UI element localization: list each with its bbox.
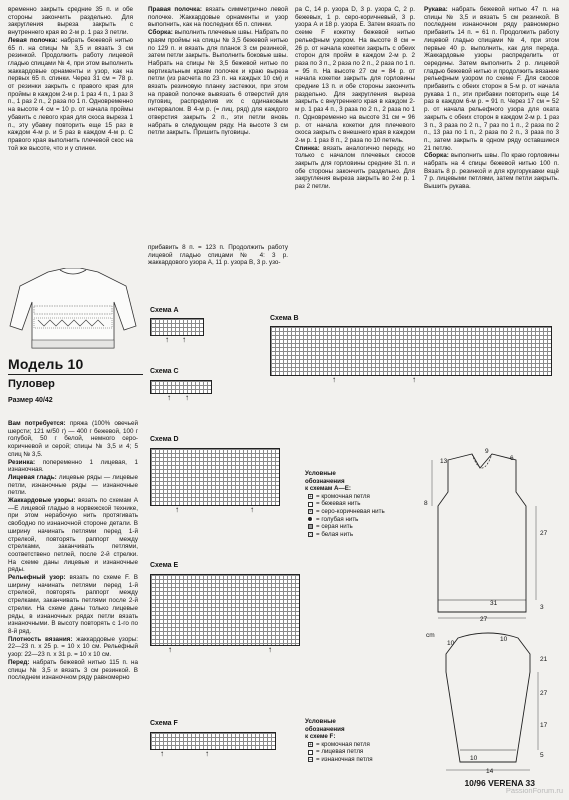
section-text: выполнить плечевые швы. Набрать по краям проймы на спицы № 3,5 бежевой нитью по 129 п. и вязать для планок 3 см резинкой, затем петли закрыть. Выполнить боковые швы. Набрать на спицы № 3,5 бежевой нитью по вертикальным краям полочек и краю выреза петли (из расчета по 23 п. на каждых 10 см) и вязать резиновую планку застежки, при этом на правой полочке вывязать 6 отверстий для пуговиц, распределив их с одинаковым интервалом. В 4-м р. (= лиц. ряд) для каждого отверстия закрыть 2 п., эти петли вновь набрать в следующем ряду. На высоте 3 см петли закрыть. Пришить пуговицы. <box>148 29 288 137</box>
section-label: Плотность вязания: <box>8 635 73 643</box>
legend-heading: к схемам А—Е: <box>305 485 351 493</box>
paragraph <box>424 6 559 152</box>
dimension-label: 9 <box>485 448 489 455</box>
paragraph <box>148 6 288 29</box>
section-text: пряжа (100% овечьей шерсти; 121 м/50 г) — 400 г бежевой, 100 г голубой, 50 г белой, немного серо-коричневой и серой; спицы № 3,5 и 4; 5 спиц № 3,5. <box>8 420 138 458</box>
paragraph <box>8 636 138 659</box>
legend-item: + = кромочная петля <box>309 492 370 501</box>
paragraph <box>8 497 138 574</box>
legend-item: = голубая нить <box>305 516 385 524</box>
arrow-up-icon: ↑ <box>165 335 169 344</box>
schema-f-grid <box>150 732 276 750</box>
arrow-up-icon: ↑ <box>332 375 336 384</box>
section-text: набрать бежевой нитью 47 п. на спицы № 3,5 и вязать 5 см резинкой. В последнем изнаночном ряду равномерно прибавить 14 п. = 61 п. Продолжить работу лицевой гладью спицами № 4, при этом первые 40 р. выполнить, как для переда. Жаккардовые узоры распределить от середины. Затем выполнить 2 р. лицевой гладью бежевой нитью и продолжить вязание рельефным узором по схеме F. Для скосов прибавить с обеих сторон в 5-м р. от начала рукава 1 п., эти прибавки повторить еще 14 раз в каждом 6-м р. = 91 п. Через 17 см = 52 р. от начала рельефного узора для оката закрыть с обеих сторон в каждом 2-м р. 1 раз 3 п., 3 раза по 2 п., 7 раз по 1 п., 2 раза по 2 п., 13 раз по 1 п., 2 раза по 2 п., 3 раза по 3 п., затем закрыть в одном ряду оставшиеся 21 петлю. <box>424 6 559 152</box>
section-text: вязать по схемам А—Е лицевой гладью в норвежской технике, при этом нерабочую нить протягивать свободно по изнаночной стороне детали. В ширину начинать петлями перед 1-й стрелкой, повторять раппорт между стрелками, заканчивать петлями, соответствено петлей, после 2-й стрелки. На схеме даны лицевые и изнаночные ряды. <box>8 497 138 574</box>
dimension-label: 5 <box>540 752 544 759</box>
dimension-label: 27 <box>540 690 548 697</box>
legend-item: + = кромочная петля <box>309 740 370 749</box>
section-label: Вам потребуется: <box>8 420 66 427</box>
schema-d-grid <box>150 448 280 506</box>
dimension-label: 21 <box>540 656 548 663</box>
schema-a-grid <box>150 318 204 336</box>
column-1-bottom <box>8 420 138 682</box>
arrow-up-icon: ↑ <box>205 749 209 758</box>
model-size: Размер 40/42 <box>8 397 53 404</box>
dimension-label: 14 <box>486 768 494 775</box>
gray-brown-yarn-icon: × <box>309 509 312 516</box>
dimension-label: 10 <box>500 636 508 643</box>
section-text: вязать по схеме F. В ширину начинать петлями перед 1-й стрелкой, повторять раппорт между стрелками, заканчивать петлями после 2-й стрелки. На схеме даны только лицевые ряды, в изнаночных рядах петли вязать изнаночными. В высоту повторять с 1-го по 8-й ряд. <box>8 574 138 635</box>
section-label: Спинка: <box>295 144 320 152</box>
section-text: выполнить швы. По краю горловины набрать на 4 спицы бежевой нитью 100 п. Вязать 8 р. резинкой и для кругорукавки ещё 7 р. лицевыми петлями, затем петли закрыть. Вышить рукава. <box>424 152 559 191</box>
sleeve-schematic <box>430 632 550 774</box>
legend-heading: к схеме F: <box>305 733 336 741</box>
legend-item: = серая нить <box>305 523 385 531</box>
legend-schemas-a-e <box>305 470 385 538</box>
dimension-label: 8 <box>424 500 428 507</box>
arrow-up-icon: ↑ <box>168 645 172 654</box>
watermark: PassionForum.ru <box>505 786 563 795</box>
arrow-up-icon: ↑ <box>175 505 179 514</box>
purl-stitch-icon: – <box>309 757 312 764</box>
selvedge-stitch-icon: + <box>309 494 312 501</box>
section-label: Лицевая гладь: <box>8 473 57 481</box>
model-title: Модель 10 <box>8 356 84 372</box>
legend-schema-f <box>305 718 373 764</box>
model-subtitle: Пуловер <box>8 378 55 390</box>
section-text: жаккардовые узоры: 22—23 п. х 25 р. = 10 х 10 см. Рельефный узор: 22—23 п. х 31 р. = 10 х 10 см. <box>8 635 139 659</box>
dimension-label: 10 <box>447 640 455 647</box>
section-text: набрать бежевой нитью 65 п. на спицы № 3,5 и вязать 3 см резинкой. Продолжить работу лицевой гладью спицами № 4, при этом выполнить жаккардовые орнаменты и узор, как на первых 65 п. спинки. Через 31 см = 78 р. от резинки закрыть с правого края для проймы в каждом 2-м р. 1 раз 4 п., 1 раз 3 п., 1 раз 2 п., 2 раза по 1 п. Одновременно на высоте 4 см = 10 р. от начала проймы убавить с левого края для скоса выреза 1 п., эту убавку повторить еще 15 раз в каждом 4-м р. и 5 раз в каждом 4-м р. С правого края выполнить плечевой скос на той же высоте, что и у спинки. <box>8 36 133 152</box>
legend-heading: Условные <box>305 718 336 725</box>
legend-item: = бежевая нить <box>305 500 385 508</box>
unit-label: cm <box>426 632 435 639</box>
blue-yarn-icon <box>308 517 313 522</box>
title-divider <box>8 374 143 375</box>
model-title-block <box>8 356 143 404</box>
section-label: Правая полочка: <box>148 6 202 13</box>
section-text: вязать аналогично переду, но только с началом плечевых скосов закрыть для горловины средние 31 п. и обе стороны закончить раздельно. Для закругления выреза закрыть во 2-м р. 1 раз 2 петли. <box>295 144 415 191</box>
column-4 <box>424 6 559 191</box>
schema-c-label: Схема С <box>150 368 179 375</box>
schema-b-grid <box>270 326 552 376</box>
section-label: Сборка: <box>424 152 449 160</box>
column-3 <box>295 6 415 191</box>
arrow-up-icon: ↑ <box>182 335 186 344</box>
arrow-up-icon: ↑ <box>250 505 254 514</box>
arrow-up-icon: ↑ <box>185 393 189 402</box>
legend-heading: Условные <box>305 470 336 477</box>
paragraph <box>295 145 415 191</box>
paragraph: прибавить 8 п. = 123 п. Продолжить работу лицевой гладью спицами № 4: 3 р. жаккардового узора А, 11 р. узора В, 3 р. узо- <box>148 244 288 267</box>
paragraph: ра С, 14 р. узора D, 3 р. узора С, 2 р. бежевых, 1 р. серо-коричневый, 3 р. узора А и 18 р. узора Е. Затем вязать по схеме F кокетку бежевой нитью рельефным узором. На высоте 8 см = 26 р. от начала кокетки закрыть с обеих сторон для пройм в каждом 2-м р. 2 раза по 3 п., 2 раза по 2 п., 2 раза по 1 п. = 95 п. На высоте 27 см = 84 р. от начала кокетки закрыть для горловины средние 13 п. и обе стороны закончить раздельно. Для закругления выреза закрыть с внутреннего края в каждом 2-м р. 1 раз 4 п., 3 раза по 2 п., 2 раза по 1 п. Одновременно на высоте 31 см = 96 р. от начала кокетки для плечевого скоса закрыть с внешнего края в каждом 2-м р. 1 раз 8 п., 2 раза по 10 петель. <box>295 6 415 144</box>
paragraph <box>148 29 288 137</box>
section-label: Перед: <box>8 658 30 666</box>
schema-b-label: Схема В <box>270 315 299 322</box>
knit-stitch-icon <box>308 750 313 755</box>
section-text: набрать бежевой нитью 115 п. на спицы № 3,5 и вязать 3 см резинкой. В последнем изнаночном ряду равномерно <box>8 658 138 682</box>
paragraph <box>8 474 138 497</box>
dimension-label: 27 <box>540 530 548 537</box>
dimension-label: 17 <box>540 722 548 729</box>
front-schematic <box>430 452 550 622</box>
dimension-label: 6 <box>510 455 514 462</box>
legend-heading: обозначения <box>305 477 345 485</box>
column-2-continuation <box>148 244 288 267</box>
legend-heading: обозначения <box>305 725 345 733</box>
section-label: Жаккардовые узоры: <box>8 497 76 505</box>
paragraph <box>8 37 133 153</box>
page-footer: 10/96 VERENA 33 <box>464 778 535 788</box>
schema-e-label: Схема Е <box>150 562 179 569</box>
dimension-label: 3 <box>540 604 544 611</box>
section-label: Сборка: <box>148 29 173 37</box>
section-label: Рукава: <box>424 6 448 13</box>
schema-e-grid <box>150 574 300 646</box>
paragraph <box>8 659 138 682</box>
arrow-up-icon: ↑ <box>160 749 164 758</box>
legend-item: × = серо-коричневая нить <box>309 507 385 516</box>
section-text: попеременно 1 лицевая, 1 изнаночная. <box>8 458 138 474</box>
paragraph: временно закрыть средние 35 п. и обе стороны закончить раздельно. Для закругления выреза закрыть с внутреннего края во 2-м р. 1 раз 3 петли. <box>8 6 133 37</box>
dimension-label: 13 <box>440 458 448 465</box>
arrow-up-icon: ↑ <box>412 375 416 384</box>
section-label: Резинка: <box>8 458 36 466</box>
paragraph <box>8 574 138 636</box>
legend-item: ○ = белая нить <box>309 530 354 539</box>
paragraph <box>8 420 138 459</box>
section-label: Рельефный узор: <box>8 574 66 582</box>
paragraph <box>424 152 559 191</box>
dimension-label: 31 <box>490 600 498 607</box>
schema-f-label: Схема F <box>150 720 178 727</box>
white-yarn-icon: ○ <box>309 532 313 539</box>
section-text: лицевые ряды — лицевые петли, изнаночные ряды — изнаночные петли. <box>8 473 139 497</box>
paragraph <box>8 459 138 474</box>
selvedge-stitch-icon: + <box>309 742 312 749</box>
schema-a-label: Схема А <box>150 307 179 314</box>
pullover-illustration <box>8 268 138 350</box>
column-2-top <box>148 6 288 137</box>
section-text: вязать симметрично левой полочке. Жаккардовые орнаменты и узор выполнить, как на последних 65 п. спинки. <box>148 6 288 29</box>
gray-yarn-icon <box>308 524 313 529</box>
arrow-up-icon: ↑ <box>167 393 171 402</box>
section-label: Левая полочка: <box>8 36 58 44</box>
beige-yarn-icon <box>308 502 313 507</box>
legend-item: = лицевая петля <box>305 748 373 756</box>
schema-d-label: Схема D <box>150 436 179 443</box>
arrow-up-icon: ↑ <box>268 645 272 654</box>
dimension-label: 27 <box>480 616 488 623</box>
dimension-label: 10 <box>470 755 478 762</box>
schema-c-grid <box>150 380 212 394</box>
legend-item: – = изнаночная петля <box>309 755 373 764</box>
column-1-top <box>8 6 133 152</box>
